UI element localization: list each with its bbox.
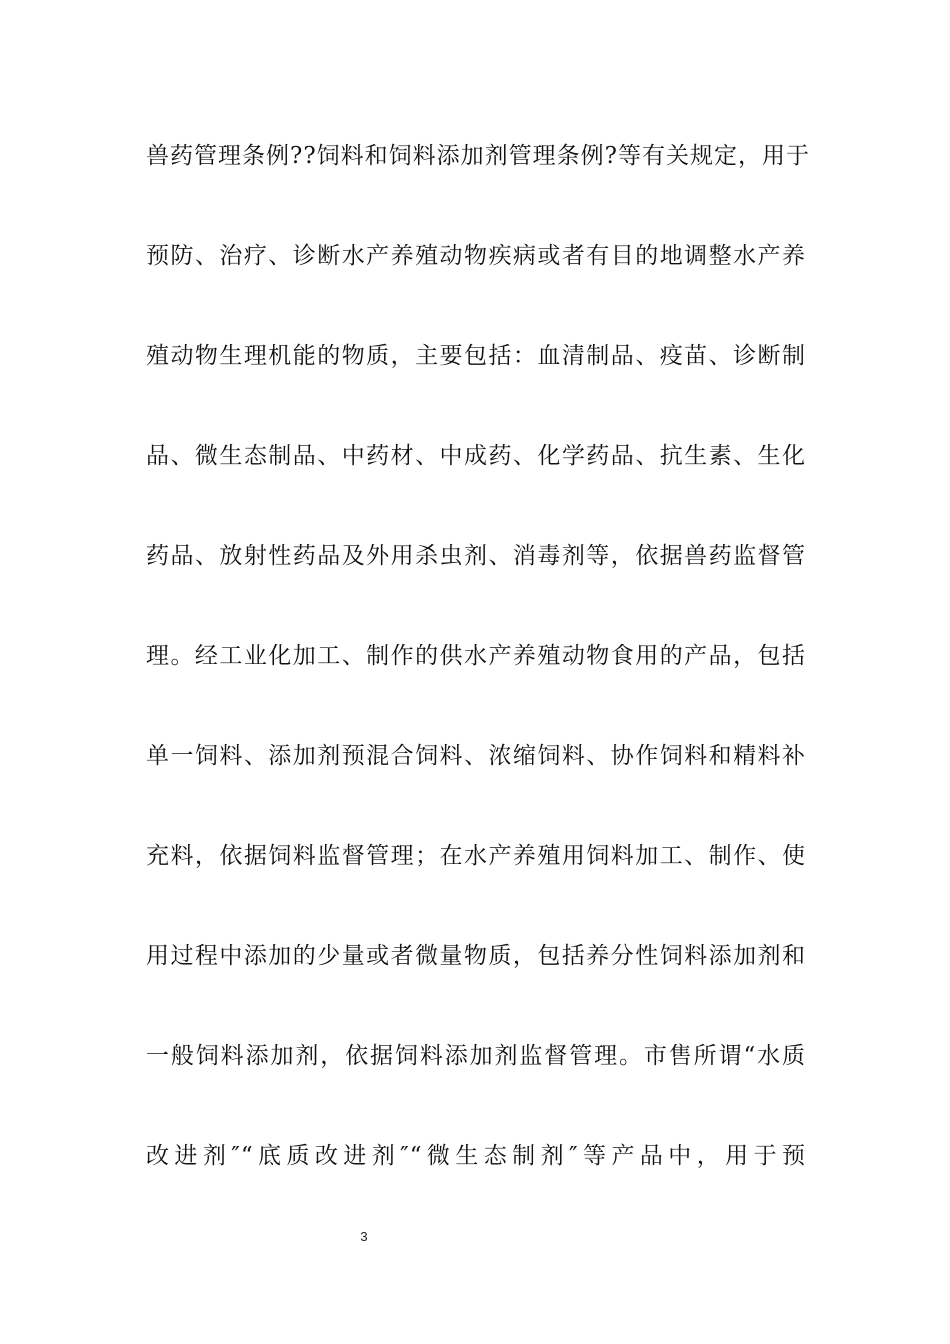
text-line: 用过程中添加的少量或者微量物质，包括养分性饲料添加剂和 xyxy=(146,943,806,969)
text-line: 理。经工业化加工、制作的供水产养殖动物食用的产品，包括 xyxy=(146,643,806,669)
text-line: 改进剂″“底质改进剂″“微生态制剂″等产品中，用于预 xyxy=(146,1143,806,1169)
text-line: 殖动物生理机能的物质，主要包括：血清制品、疫苗、诊断制 xyxy=(146,343,806,369)
body-text xyxy=(146,131,810,1231)
text-line: 单一饲料、添加剂预混合饲料、浓缩饲料、协作饲料和精料补 xyxy=(146,743,806,769)
text-line: 兽药管理条例??饲料和饲料添加剂管理条例?等有关规定，用于 xyxy=(146,143,810,169)
text-line: 充料，依据饲料监督管理；在水产养殖用饲料加工、制作、使 xyxy=(146,843,806,869)
text-line: 药品、放射性药品及外用杀虫剂、消毒剂等，依据兽药监督管 xyxy=(146,543,806,569)
text-line: 预防、治疗、诊断水产养殖动物疾病或者有目的地调整水产养 xyxy=(146,243,806,269)
text-line: 一般饲料添加剂，依据饲料添加剂监督管理。市售所谓“水质 xyxy=(146,1043,806,1069)
page-number: 3 xyxy=(360,1229,368,1244)
text-line: 品、微生态制品、中药材、中成药、化学药品、抗生素、生化 xyxy=(146,443,806,469)
